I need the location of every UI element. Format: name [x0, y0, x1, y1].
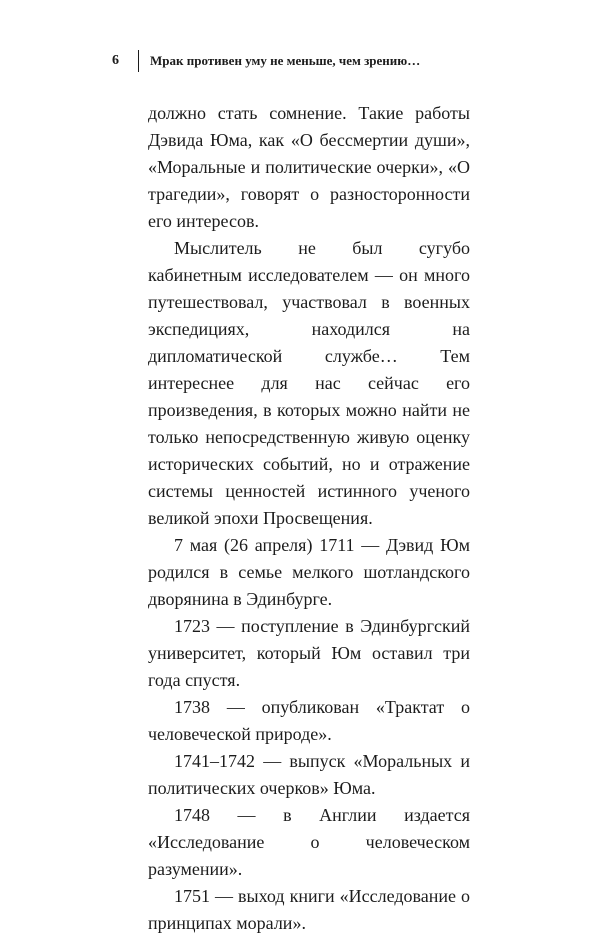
timeline-entry-1738: 1738 — опубликован «Трактат о человеческой природе».: [148, 697, 470, 744]
timeline-entry-1711: 7 мая (26 апреля) 1711 — Дэвид Юм родился в семье мелкого шотландского дворянина в Эдинбурге.: [148, 535, 470, 609]
body-text: [148, 100, 470, 937]
timeline-entry-1723: 1723 — поступление в Эдинбургский университет, который Юм оставил три года спустя.: [148, 616, 470, 690]
timeline-entry-1748: 1748 — в Англии издается «Исследование о человеческом разумении».: [148, 805, 470, 879]
paragraph-continuation: должно стать сомнение. Такие работы Дэвида Юма, как «О бессмертии души», «Моральные и политические очерки», «О трагедии», говорят о разносторонности его интересов.: [148, 103, 470, 231]
timeline-entry-1741: 1741–1742 — выпуск «Моральных и политических очерков» Юма.: [148, 751, 470, 798]
running-title: Мрак противен уму не меньше, чем зрению…: [150, 53, 421, 68]
running-header: [112, 50, 420, 72]
timeline-entry-1751: 1751 — выход книги «Исследование о принципах морали».: [148, 886, 470, 933]
page-number: 6: [112, 53, 119, 68]
paragraph-biography: Мыслитель не был сугубо кабинетным исследователем — он много путешествовал, участвовал в военных экспедициях, находился на дипломатической службе… Тем интереснее для нас сейчас его произведения, в которых можно найти не только непосредственную живую оценку исторических событий, но и отражение системы ценностей истинного ученого великой эпохи Просвещения.: [148, 238, 470, 528]
header-divider: [138, 50, 139, 72]
